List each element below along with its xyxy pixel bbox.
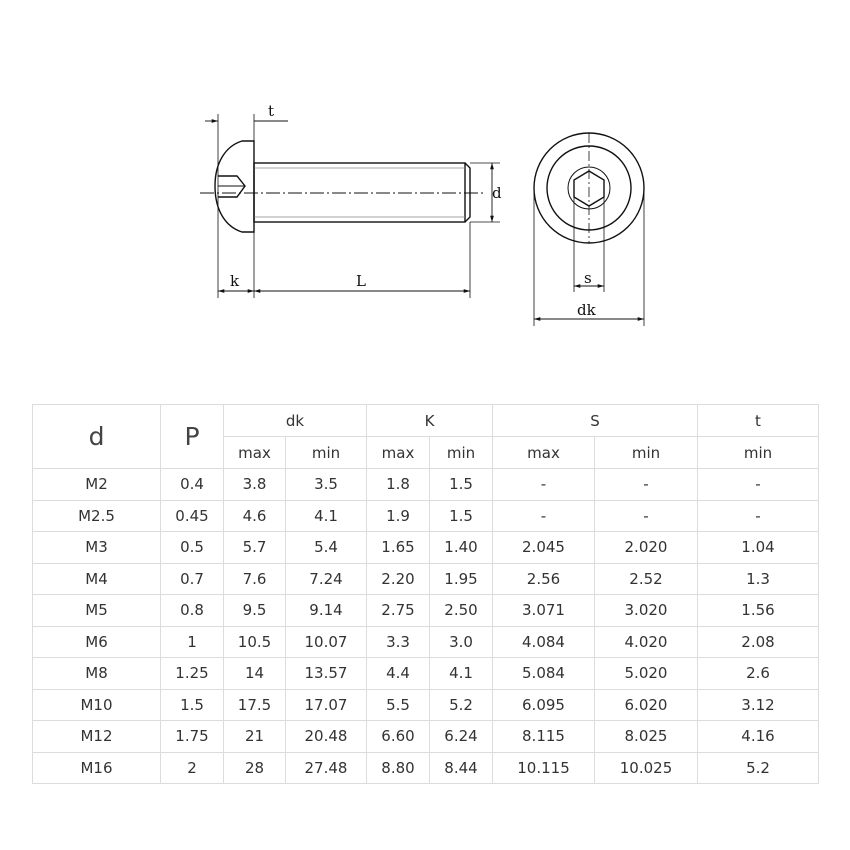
table-cell: 4.020 <box>595 626 698 658</box>
header-K: K <box>367 405 493 437</box>
table-cell: 4.084 <box>493 626 595 658</box>
table-cell: 5.020 <box>595 658 698 690</box>
table-cell: 1.5 <box>430 500 493 532</box>
dimension-table <box>32 404 819 784</box>
table-row <box>33 626 819 658</box>
table-row <box>33 721 819 753</box>
table-cell: 1.5 <box>161 689 224 721</box>
table-cell: 8.44 <box>430 752 493 784</box>
table-cell: 1.65 <box>367 532 430 564</box>
label-dk: dk <box>577 301 596 319</box>
table-cell: 4.16 <box>698 721 819 753</box>
table-cell: 1 <box>161 626 224 658</box>
table-cell: - <box>493 500 595 532</box>
header-d: d <box>33 405 161 469</box>
table-cell: 0.7 <box>161 563 224 595</box>
table-cell: M2.5 <box>33 500 161 532</box>
table-cell: M4 <box>33 563 161 595</box>
table-cell: 1.56 <box>698 595 819 627</box>
table-cell: 1.25 <box>161 658 224 690</box>
header-t: t <box>698 405 819 437</box>
subheader-cell: min <box>286 437 367 469</box>
table-row <box>33 689 819 721</box>
side-view <box>200 114 500 298</box>
table-cell: - <box>698 469 819 501</box>
table-cell: 17.5 <box>224 689 286 721</box>
table-cell: 3.8 <box>224 469 286 501</box>
table-cell: 8.80 <box>367 752 430 784</box>
table-body <box>33 469 819 784</box>
table-cell: 8.115 <box>493 721 595 753</box>
table-cell: 0.8 <box>161 595 224 627</box>
table-cell: 3.071 <box>493 595 595 627</box>
table-cell: 3.3 <box>367 626 430 658</box>
table-row <box>33 563 819 595</box>
table-row <box>33 658 819 690</box>
table-cell: 6.24 <box>430 721 493 753</box>
table-cell: 5.4 <box>286 532 367 564</box>
table-cell: 2.75 <box>367 595 430 627</box>
table-cell: 4.4 <box>367 658 430 690</box>
table-cell: 14 <box>224 658 286 690</box>
table-cell: 1.75 <box>161 721 224 753</box>
table-cell: 5.084 <box>493 658 595 690</box>
table-row <box>33 500 819 532</box>
table-cell: M6 <box>33 626 161 658</box>
table-cell: 6.020 <box>595 689 698 721</box>
table-cell: 4.1 <box>286 500 367 532</box>
table-cell: 2.6 <box>698 658 819 690</box>
table-cell: 9.5 <box>224 595 286 627</box>
screw-technical-drawing <box>0 0 850 380</box>
table-cell: 1.04 <box>698 532 819 564</box>
label-t: t <box>268 102 275 120</box>
table-cell: M12 <box>33 721 161 753</box>
table-cell: 2.20 <box>367 563 430 595</box>
table-row <box>33 532 819 564</box>
table-cell: M16 <box>33 752 161 784</box>
header-S: S <box>493 405 698 437</box>
table-cell: - <box>595 500 698 532</box>
table-cell: 10.07 <box>286 626 367 658</box>
table-cell: 1.9 <box>367 500 430 532</box>
subheader-cell: min <box>430 437 493 469</box>
table-cell: M3 <box>33 532 161 564</box>
table-cell: 2.52 <box>595 563 698 595</box>
table-cell: 20.48 <box>286 721 367 753</box>
table-cell: M2 <box>33 469 161 501</box>
subheader-cell: min <box>595 437 698 469</box>
table-row <box>33 595 819 627</box>
label-L: L <box>356 272 366 290</box>
label-k: k <box>230 272 240 290</box>
table-cell: 3.020 <box>595 595 698 627</box>
table-cell: 2.56 <box>493 563 595 595</box>
table-cell: M5 <box>33 595 161 627</box>
table-cell: 7.24 <box>286 563 367 595</box>
table-cell: 6.60 <box>367 721 430 753</box>
table-row <box>33 752 819 784</box>
table-cell: 10.5 <box>224 626 286 658</box>
table-cell: 5.2 <box>430 689 493 721</box>
header-dk: dk <box>224 405 367 437</box>
table-cell: 2.08 <box>698 626 819 658</box>
table-cell: - <box>493 469 595 501</box>
table-cell: 1.8 <box>367 469 430 501</box>
table-cell: 1.5 <box>430 469 493 501</box>
table-cell: 1.3 <box>698 563 819 595</box>
table-cell: 10.115 <box>493 752 595 784</box>
header-P: P <box>161 405 224 469</box>
table-cell: 2 <box>161 752 224 784</box>
subheader-cell: max <box>367 437 430 469</box>
table-cell: 1.40 <box>430 532 493 564</box>
table-cell: - <box>698 500 819 532</box>
table-cell: 5.2 <box>698 752 819 784</box>
table-cell: - <box>595 469 698 501</box>
table-header-row <box>33 405 819 437</box>
table-cell: M8 <box>33 658 161 690</box>
table-cell: 27.48 <box>286 752 367 784</box>
table-cell: 2.045 <box>493 532 595 564</box>
table-cell: 5.5 <box>367 689 430 721</box>
table-cell: 3.0 <box>430 626 493 658</box>
table-cell: 2.020 <box>595 532 698 564</box>
table-cell: 28 <box>224 752 286 784</box>
table-cell: 17.07 <box>286 689 367 721</box>
table-cell: 4.6 <box>224 500 286 532</box>
subheader-cell: min <box>698 437 819 469</box>
screw-shank <box>254 163 465 222</box>
table-cell: 10.025 <box>595 752 698 784</box>
subheader-cell: max <box>224 437 286 469</box>
table-cell: 6.095 <box>493 689 595 721</box>
subheader-cell: max <box>493 437 595 469</box>
table-row <box>33 469 819 501</box>
table-cell: 0.45 <box>161 500 224 532</box>
table-cell: 0.4 <box>161 469 224 501</box>
table-cell: 0.5 <box>161 532 224 564</box>
label-d-side: d <box>492 184 502 202</box>
table-cell: 21 <box>224 721 286 753</box>
table-cell: 3.12 <box>698 689 819 721</box>
table-cell: 2.50 <box>430 595 493 627</box>
table-cell: 9.14 <box>286 595 367 627</box>
table-cell: 13.57 <box>286 658 367 690</box>
table-cell: 1.95 <box>430 563 493 595</box>
end-view <box>534 133 644 326</box>
table-cell: 5.7 <box>224 532 286 564</box>
table-cell: M10 <box>33 689 161 721</box>
table-cell: 4.1 <box>430 658 493 690</box>
table-cell: 3.5 <box>286 469 367 501</box>
label-s: s <box>584 269 592 287</box>
table-cell: 7.6 <box>224 563 286 595</box>
table-cell: 8.025 <box>595 721 698 753</box>
